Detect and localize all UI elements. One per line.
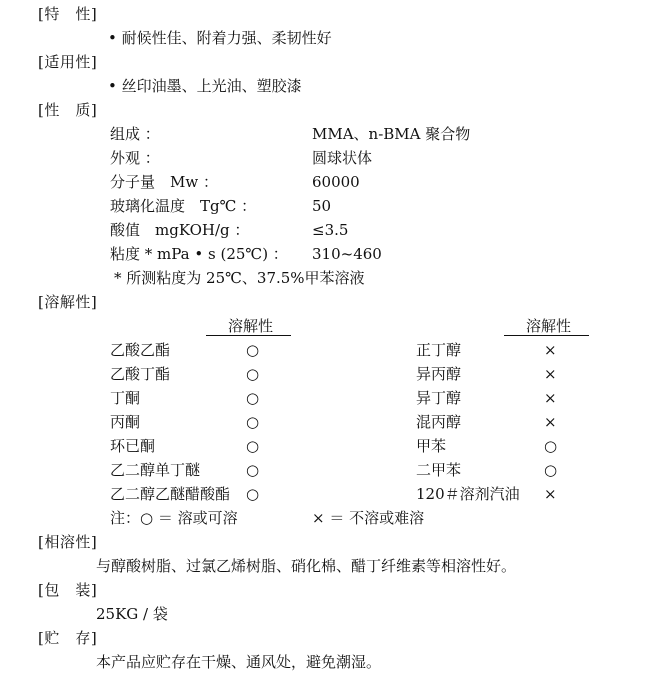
section-title-features: [特 性] — [38, 5, 98, 23]
solvent-name: 乙酸乙酯 — [110, 341, 171, 359]
features-item: • 耐候性佳、附着力强、柔韧性好 — [108, 29, 332, 47]
section-title-storage: [贮 存] — [38, 629, 98, 647]
property-label: 外观 ： — [110, 149, 160, 167]
solvent-name: 甲苯 — [416, 437, 447, 455]
property-label: 粘度 * mPa • s (25℃) ： — [110, 245, 288, 263]
property-value: ≤3.5 — [312, 221, 349, 239]
section-title-properties: [性 质] — [38, 101, 98, 119]
solubility-mark: × — [544, 485, 557, 503]
property-label: 组成 ： — [110, 125, 160, 143]
storage-text: 本产品应贮存在干燥、通风处，避免潮湿。 — [96, 653, 382, 671]
property-value: 310~460 — [312, 245, 382, 263]
solvent-name: 乙酸丁酯 — [110, 365, 171, 383]
property-value: 圆球状体 — [312, 149, 373, 167]
viscosity-note: * 所测粘度为 25℃、37.5%甲苯溶液 — [114, 269, 365, 287]
property-value: 60000 — [312, 173, 360, 191]
section-title-solubility: [溶解性] — [38, 293, 98, 311]
solvent-name: 正丁醇 — [416, 341, 462, 359]
solvent-name: 120＃溶剂汽油 — [416, 485, 520, 503]
property-value: MMA、n-BMA 聚合物 — [312, 125, 471, 143]
solvent-name: 丁酮 — [110, 389, 141, 407]
solubility-mark: ○ — [246, 341, 260, 359]
solubility-mark: ○ — [246, 437, 260, 455]
solubility-mark: ○ — [544, 437, 558, 455]
solvent-name: 异丙醇 — [416, 365, 462, 383]
solvent-name: 二甲苯 — [416, 461, 462, 479]
solubility-mark: ○ — [246, 389, 260, 407]
solvent-name: 乙二醇单丁醚 — [110, 461, 201, 479]
solubility-mark: ○ — [246, 485, 260, 503]
solubility-mark: × — [544, 413, 557, 431]
solubility-column-header: 溶解性 — [206, 317, 291, 336]
solubility-mark: ○ — [246, 461, 260, 479]
property-label: 酸值 mgKOH/g ： — [110, 221, 250, 239]
solubility-column-header: 溶解性 — [504, 317, 589, 336]
property-label: 分子量 Mw ： — [110, 173, 218, 191]
applications-item: • 丝印油墨、上光油、塑胶漆 — [108, 77, 302, 95]
solvent-name: 丙酮 — [110, 413, 141, 431]
solubility-mark: × — [544, 389, 557, 407]
section-title-packaging: [包 装] — [38, 581, 98, 599]
solvent-name: 混丙醇 — [416, 413, 462, 431]
solubility-mark: × — [544, 365, 557, 383]
compatibility-text: 与醇酸树脂、过氯乙烯树脂、硝化棉、醋丁纤维素等相溶性好。 — [96, 557, 517, 575]
solubility-legend-insoluble: × ＝ 不溶或难溶 — [312, 509, 425, 527]
property-value: 50 — [312, 197, 332, 215]
solvent-name: 异丁醇 — [416, 389, 462, 407]
solubility-mark: ○ — [544, 461, 558, 479]
solubility-mark: × — [544, 341, 557, 359]
solubility-legend-soluble: 注：○ ＝ 溶或可溶 — [110, 509, 238, 527]
section-title-applications: [适用性] — [38, 53, 98, 71]
solvent-name: 乙二醇乙醚醋酸酯 — [110, 485, 231, 503]
solubility-mark: ○ — [246, 365, 260, 383]
section-title-compatibility: [相溶性] — [38, 533, 98, 551]
solvent-name: 环已酮 — [110, 437, 156, 455]
property-label: 玻璃化温度 Tg℃ ： — [110, 197, 257, 215]
solubility-mark: ○ — [246, 413, 260, 431]
packaging-text: 25KG / 袋 — [96, 605, 168, 623]
